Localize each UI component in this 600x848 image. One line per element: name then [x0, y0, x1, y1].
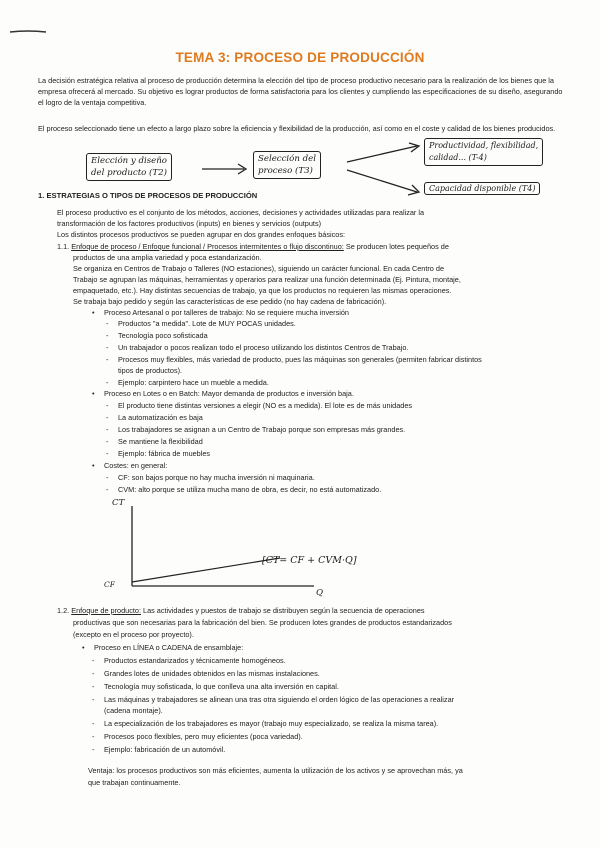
list-item: - CVM: alto porque se utiliza mucha mano de obra, es decir, no está automatizado. — [118, 484, 381, 495]
cost-formula: [CT= CF + CVM·Q] — [262, 555, 357, 566]
list-item: - Ejemplo: fabricación de un automóvil. — [104, 744, 225, 755]
graph-ylabel: CT — [112, 498, 125, 508]
list-item: - Las máquinas y trabajadores se alinean una tras otra siguiendo el orden lógico de las operaciones a realizar — [104, 694, 454, 705]
list-item: - El producto tiene distintas versiones a elegir (NO es a medida). El lote es de más unidades — [118, 400, 412, 411]
bullet-artesanal: • Proceso Artesanal o por talleres de trabajo: No se requiere mucha inversión — [104, 307, 349, 318]
subsection-1-2-header — [57, 605, 425, 616]
subsection-title: Enfoque de proceso / Enfoque funcional / Procesos intermitentes o flujo discontinuo: — [71, 242, 344, 251]
subsection-number: 1.2. — [57, 606, 70, 615]
subsection-text: Se trabaja bajo pedido y según las características de ese pedido (no hay cadena de fabricación). — [73, 297, 387, 306]
section-1-heading: 1. ESTRATEGIAS O TIPOS DE PROCESOS DE PRODUCCIÓN — [38, 191, 258, 200]
diagram-box1-line2: del producto (T2) — [91, 168, 167, 178]
diagram-box3-line2: calidad... (T-4) — [429, 153, 487, 162]
bullet-costes: • Costes: en general: — [104, 460, 167, 471]
branch-arrows-icon — [345, 140, 425, 200]
subsection-title: Enfoque de producto: — [71, 606, 141, 615]
section-1-text: Los distintos procesos productivos se pueden agrupar en dos grandes enfoques básicos: — [57, 230, 346, 239]
graph-xlabel: Q — [316, 588, 324, 598]
cost-graph — [100, 492, 330, 596]
subsection-text: Las actividades y puestos de trabajo se distribuyen según la secuencia de operaciones — [140, 606, 425, 615]
diagram-box1-line1: Elección y diseño — [91, 156, 167, 166]
list-item: - La automatización es baja — [118, 412, 203, 423]
diagram-box-capacity: Capacidad disponible (T4) — [424, 182, 540, 195]
subsection-text: Trabajo se agrupan las máquinas, herramientas y operarios para realizar una función determinada (Ej. Pintura, montaje, — [73, 275, 461, 284]
subsection-text: productos de una amplia variedad y poca estandarización. — [73, 253, 262, 262]
diagram-box-product-design — [86, 153, 172, 181]
subsection-text: Se organiza en Centros de Trabajo o Talleres (NO estaciones), siguiendo un carácter funcional. En cada Centro de — [73, 264, 445, 273]
subsection-text: Se producen lotes pequeños de — [343, 242, 449, 251]
diagram-box2-line1: Selección del — [258, 154, 316, 164]
advantage-text: Ventaja: los procesos productivos son más eficientes, aumenta la utilización de los activos y se aprovechan más, ya — [88, 766, 463, 775]
subsection-text: (excepto en el proceso por proyecto). — [73, 630, 194, 639]
list-item: - Los trabajadores se asignan a un Centro de Trabajo porque son empresas más grandes. — [118, 424, 405, 435]
pen-mark — [8, 28, 48, 36]
arrow-icon — [200, 162, 250, 176]
subsection-number: 1.1. — [57, 242, 70, 251]
list-item: - CF: son bajos porque no hay mucha inversión ni maquinaria. — [118, 472, 315, 483]
ct-line — [132, 558, 280, 582]
list-item: - Procesos muy flexibles, más variedad de producto, pues las máquinas son generales (permiten fabricar distintos — [118, 354, 482, 365]
diagram-box-process-selection — [253, 151, 321, 179]
page-title: TEMA 3: PROCESO DE PRODUCCIÓN — [175, 50, 425, 65]
section-1-text: transformación de los factores productivos (inputs) en bienes y servicios (outputs) — [57, 219, 322, 228]
list-item: - La especialización de los trabajadores es mayor (trabajo muy especializado, se realiza la misma tarea). — [104, 718, 438, 729]
subsection-text: empaquetado, etc.). Hay distintas secuencias de trabajo, ya que los productos no requieren las mismas operaciones. — [73, 286, 452, 295]
advantage-text: que trabajan continuamente. — [88, 778, 181, 787]
list-item: - Tecnología muy sofisticada, lo que conlleva una alta inversión en capital. — [104, 681, 339, 692]
list-item: - Se mantiene la flexibilidad — [118, 436, 203, 447]
diagram-box3-line1: Productividad, flexibilidad, — [429, 141, 539, 150]
list-item-continuation: tipos de productos). — [118, 366, 183, 375]
list-item-continuation: (cadena montaje). — [104, 706, 163, 715]
diagram-box2-line2: proceso (T3) — [258, 166, 313, 176]
list-item: - Productos "a medida". Lote de MUY POCAS unidades. — [118, 318, 296, 329]
list-item: - Un trabajador o pocos realizan todo el proceso utilizando los distintos Centros de Trabajo. — [118, 342, 408, 353]
list-item: - Tecnología poco sofisticada — [118, 330, 208, 341]
subsection-1-1-header — [57, 241, 449, 252]
list-item: - Ejemplo: fábrica de muebles — [118, 448, 210, 459]
diagram-box-productivity — [424, 138, 543, 166]
list-item: - Ejemplo: carpintero hace un mueble a medida. — [118, 377, 269, 388]
graph-cf-label: CF — [104, 580, 115, 589]
list-item: - Procesos poco flexibles, pero muy eficientes (poca variedad). — [104, 731, 303, 742]
list-item: - Grandes lotes de unidades obtenidos en las mismas instalaciones. — [104, 668, 320, 679]
list-item: - Productos estandarizados y técnicamente homogéneos. — [104, 655, 286, 666]
section-1-text: El proceso productivo es el conjunto de los métodos, acciones, decisiones y actividades utilizadas para realizar la — [57, 208, 425, 217]
bullet-linea: • Proceso en LÍNEA o CADENA de ensamblaje: — [94, 642, 243, 653]
subsection-text: productivas que son necesarias para la fabricación del bien. Se producen lotes grandes de productos estandarizados — [73, 618, 452, 627]
intro-paragraph-2: El proceso seleccionado tiene un efecto a largo plazo sobre la eficiencia y flexibilidad de la producción, así como en el coste y calidad de los bienes producidos. — [38, 124, 556, 133]
intro-paragraph-1: La decisión estratégica relativa al proceso de producción determina la elección del tipo de proceso productivo necesario para la realización de los bienes que la empresa ofrecerá al mercado. Su objetivo es lograr productos de forma satisfactoria para los clientes y cumpliendo las especificaciones de su diseño, asegurando el logro de la ventaja competitiva. — [38, 76, 563, 108]
bullet-lotes: • Proceso en Lotes o en Batch: Mayor demanda de productos e inversión baja. — [104, 388, 354, 399]
